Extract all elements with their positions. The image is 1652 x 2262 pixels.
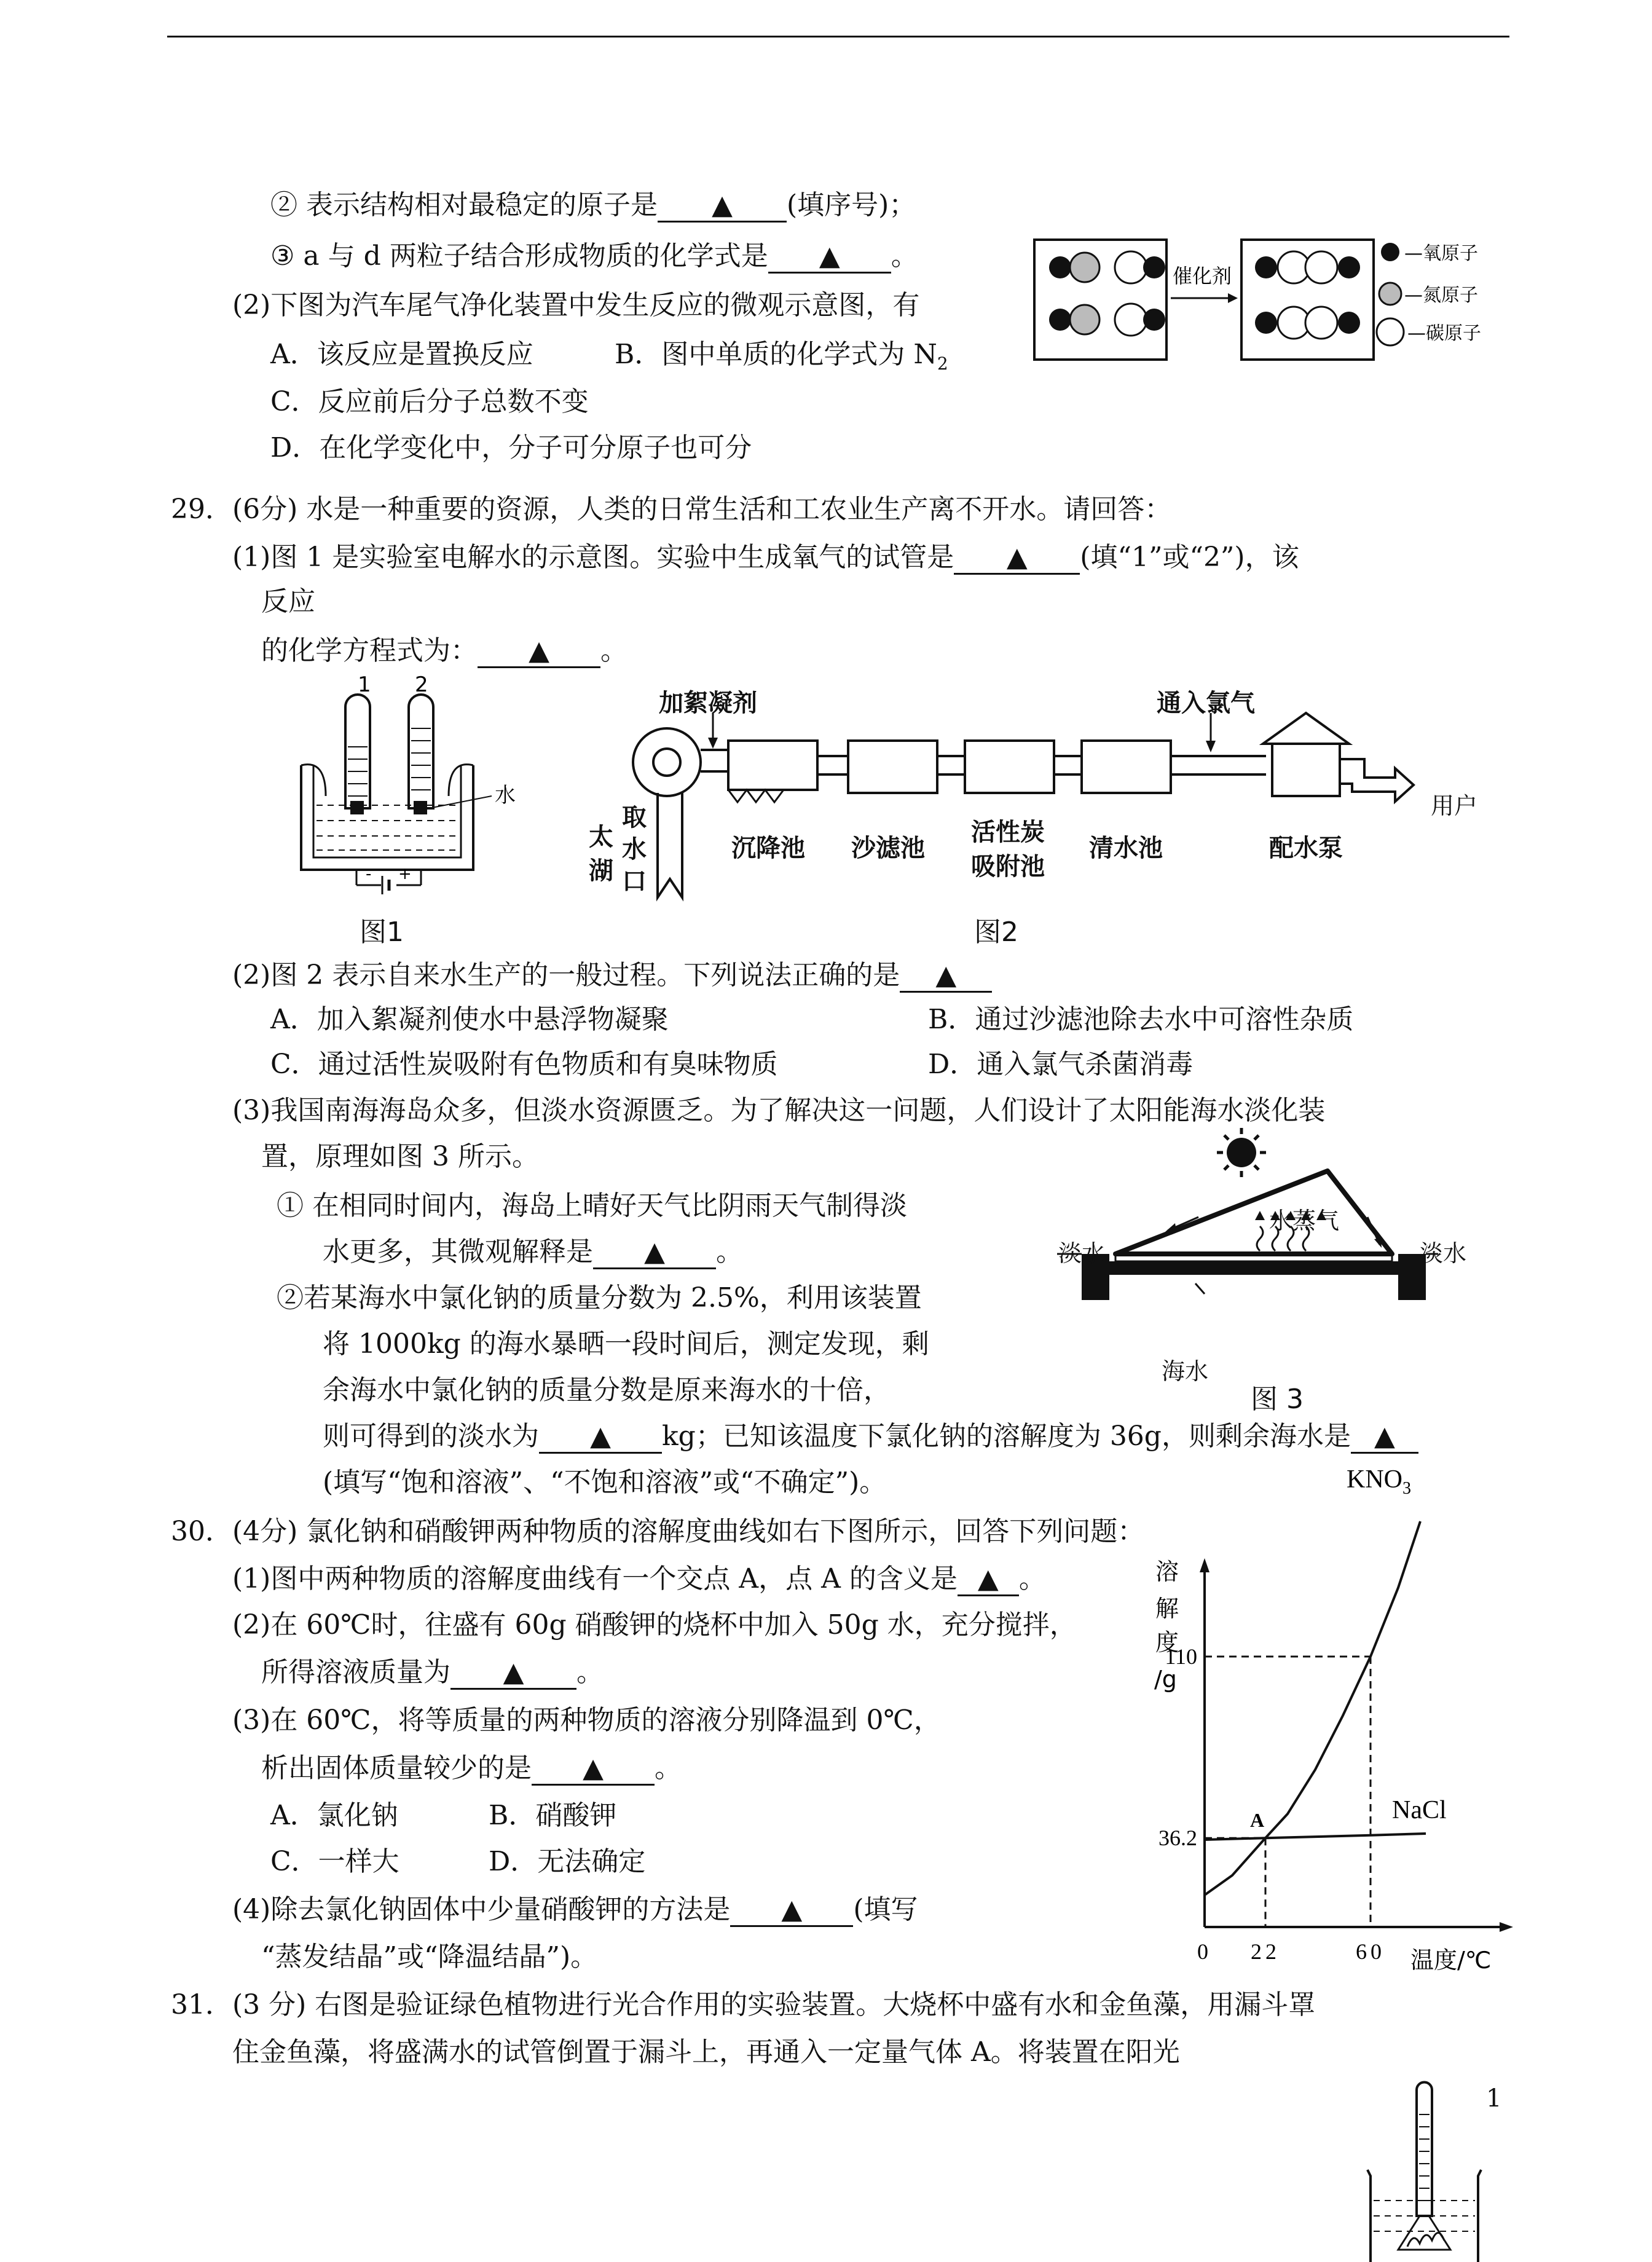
answer-blank[interactable]: ▲ [478,636,600,668]
fresh-water-left-label: 淡水 [1058,1240,1106,1267]
y-axis-label-part: 溶 [1155,1558,1179,1585]
q30-optC: C．一样大 [270,1846,399,1877]
taihu-label-1: 太 [589,823,613,851]
vapor-label: 水蒸气 [1269,1207,1340,1234]
q29-title: 29．(6分) 水是一种重要的资源，人类的日常生活和工农业生产离不开水。请回答： [171,494,1172,525]
q30-sub3-line1: (3)在 60℃，将等质量的两种物质的溶液分别降温到 0℃， [232,1704,941,1736]
answer-blank[interactable]: ▲ [954,542,1080,575]
catalyst-label: 催化剂 [1173,264,1232,288]
q29-sub1: (1)图 1 是实验室电解水的示意图。实验中生成氧气的试管是 ▲ (填“1”或“2”)，该 [232,540,1299,575]
legend-oxygen: —氧原子 [1404,243,1478,264]
q29-item2-line4: 则可得到的淡水为 ▲ kg；已知该温度下氯化钠的溶解度为 36g，则剩余海水是 ▲ [323,1419,1418,1454]
svg-text:+: + [398,865,412,883]
answer-blank[interactable]: ▲ [539,1421,662,1454]
point-a-label: A [1250,1809,1265,1832]
adsorption-tank-label: 吸附池 [971,853,1045,881]
legend-carbon: —碳原子 [1407,323,1481,344]
q29-item1-line2: 水更多，其微观解释是 ▲ 。 [323,1234,743,1270]
q28-optC: C．反应前后分子总数不变 [270,386,589,417]
test-tube [1417,2083,1432,2217]
figure-2-caption: 图2 [974,916,1018,948]
q28-optD: D．在化学变化中，分子可分原子也可分 [270,432,752,463]
sea-water-label: 海水 [1162,1358,1209,1385]
q29-optB: B．通过沙滤池除去水中可溶性杂质 [928,1004,1354,1035]
q29-optA: A．加入絮凝剂使水中悬浮物凝聚 [270,1004,669,1035]
y-axis-label [1154,1558,1179,1693]
series-label-kno3: $KNO_3$ [1347,1465,1411,1498]
page-number: 1 [1486,2084,1502,2113]
q30-title: 30．(4分) 氯化钠和硝酸钾两种物质的溶解度曲线如右下图所示，回答下列问题： [171,1516,1145,1547]
q29-item2-line3: 余海水中氯化钠的质量分数是原来海水的十倍， [323,1374,891,1406]
q29-optD: D．通入氯气杀菌消毒 [928,1049,1194,1080]
clear-water-tank-label: 清水池 [1089,834,1163,862]
q29-sub1-eq: 的化学方程式为： ▲ 。 [261,633,627,669]
answer-blank[interactable]: ▲ [958,1564,1019,1596]
q28-optB: B．图中单质的化学式为 $N_2$ [615,339,948,374]
y-axis-label-part: 度 [1155,1629,1179,1656]
q29-sub1-cont: 反应 [261,586,315,617]
answer-blank[interactable]: ▲ [450,1657,576,1690]
solubility-chart [1137,1465,1518,1974]
taihu-label-2: 湖 [589,857,613,885]
figure-1-caption: 图1 [360,916,404,948]
q30-sub1: (1)图中两种物质的溶解度曲线有一个交点 A，点 A 的含义是 ▲ 。 [232,1561,1046,1597]
q28-sub2: (2)下图为汽车尾气净化装置中发生反应的微观示意图，有 [232,290,920,321]
answer-blank[interactable]: ▲ [658,190,787,223]
figure-3-caption: 图 3 [1251,1384,1304,1415]
svg-text:-: - [366,865,372,883]
q29-sub3-line1: (3)我国南海海岛众多，但淡水资源匮乏。为了解决这一问题，人们设计了太阳能海水淡化装 [232,1095,1326,1126]
answer-blank[interactable]: ▲ [593,1237,716,1269]
q29-item2-line2: 将 1000kg 的海水暴晒一段时间后，测定发现，剩 [323,1328,929,1360]
sand-filter-label: 沙滤池 [851,834,925,862]
sun-icon [1217,1128,1266,1177]
series-line-nacl [1205,1834,1426,1840]
q29-item2-line5: (填写“饱和溶液”、“不饱和溶液”或“不确定”)。 [323,1467,887,1498]
tube-2-label: 2 [415,672,428,697]
q29-item1-line1: ① 在相同时间内，海岛上晴好天气比阴雨天气制得淡 [277,1190,907,1221]
coagulant-label: 加絮凝剂 [659,689,757,717]
series-label-nacl: NaCl [1392,1796,1447,1824]
user-label: 用户 [1431,792,1478,819]
answer-blank[interactable]: ▲ [900,960,992,993]
q30-optB: B．硝酸钾 [489,1800,617,1831]
x-tick-label: 0 [1197,1939,1212,1964]
carbon-label: 活性炭 [971,818,1045,846]
intake-label-3: 口 [622,867,647,896]
q28-item2: ② 表示结构相对最稳定的原子是 ▲ (填序号)； [270,187,916,223]
answer-blank[interactable]: ▲ [1351,1421,1418,1454]
q30-optD: D．无法确定 [489,1846,646,1877]
q29-sub3-line2: 置，原理如图 3 所示。 [261,1141,539,1172]
water-label: 水 [495,783,516,808]
fresh-water-right-label: 淡水 [1420,1240,1467,1267]
legend-nitrogen: —氮原子 [1404,285,1478,306]
q30-optA: A．氯化钠 [270,1800,398,1831]
q30-sub4-line2: “蒸发结晶”或“降温结晶”)。 [261,1941,598,1972]
reaction-diagram [1032,234,1524,369]
q29-item2-line1: ②若某海水中氯化钠的质量分数为 2.5%，利用该装置 [277,1282,922,1314]
y-tick-label: 36.2 [1158,1826,1197,1851]
x-tick-label: 60 [1356,1939,1385,1964]
x-tick-label: 22 [1251,1939,1280,1964]
q28-item3: ③ a 与 d 两粒子结合形成物质的化学式是 ▲ 。 [270,238,918,274]
q30-sub2-line1: (2)在 60℃时，往盛有 60g 硝酸钾的烧杯中加入 50g 水，充分搅拌， [232,1609,1077,1641]
y-axis-label-part: 解 [1155,1595,1179,1622]
header-rule [167,36,1509,37]
y-axis-label-part: /g [1154,1666,1177,1693]
figure-1-electrolysis [289,673,547,894]
q29-optC: C．通过活性炭吸附有色物质和有臭味物质 [270,1049,778,1080]
intake-label-1: 取 [622,803,647,832]
q28-optA: A．该反应是置换反应 [270,339,533,370]
intake-label-2: 水 [622,835,647,864]
pump-label: 配水泵 [1269,834,1343,862]
q30-sub4-line1: (4)除去氯化钠固体中少量硝酸钾的方法是 ▲ (填写 [232,1892,918,1928]
y-tick-label: 110 [1165,1644,1197,1669]
answer-blank[interactable]: ▲ [532,1753,655,1786]
chlorine-label: 通入氯气 [1157,689,1255,717]
x-axis-label: 温度/℃ [1410,1947,1492,1974]
answer-blank[interactable]: ▲ [730,1894,853,1927]
q29-sub2: (2)图 2 表示自来水生产的一般过程。下列说法正确的是 ▲ [232,958,992,993]
figure-2-water-treatment [621,713,1493,910]
answer-blank[interactable]: ▲ [768,241,891,274]
q31-line2: 住金鱼藻，将盛满水的试管倒置于漏斗上，再通入一定量气体 A。将装置在阳光 [232,2036,1180,2068]
q31-line1: 31．(3 分) 右图是验证绿色植物进行光合作用的实验装置。大烧杯中盛有水和金鱼藻，用漏斗罩 [171,1989,1316,2020]
photosynthesis-apparatus [1361,2084,1497,2262]
sedimentation-tank-label: 沉降池 [731,834,805,862]
funnel [1398,2216,1450,2250]
figure-3-solar-desalination [1057,1125,1438,1358]
tube-1-label: 1 [358,672,371,697]
q30-sub3-line2: 析出固体质量较少的是 ▲ 。 [261,1751,682,1786]
q30-sub2-line2: 所得溶液质量为 ▲ 。 [261,1655,604,1690]
